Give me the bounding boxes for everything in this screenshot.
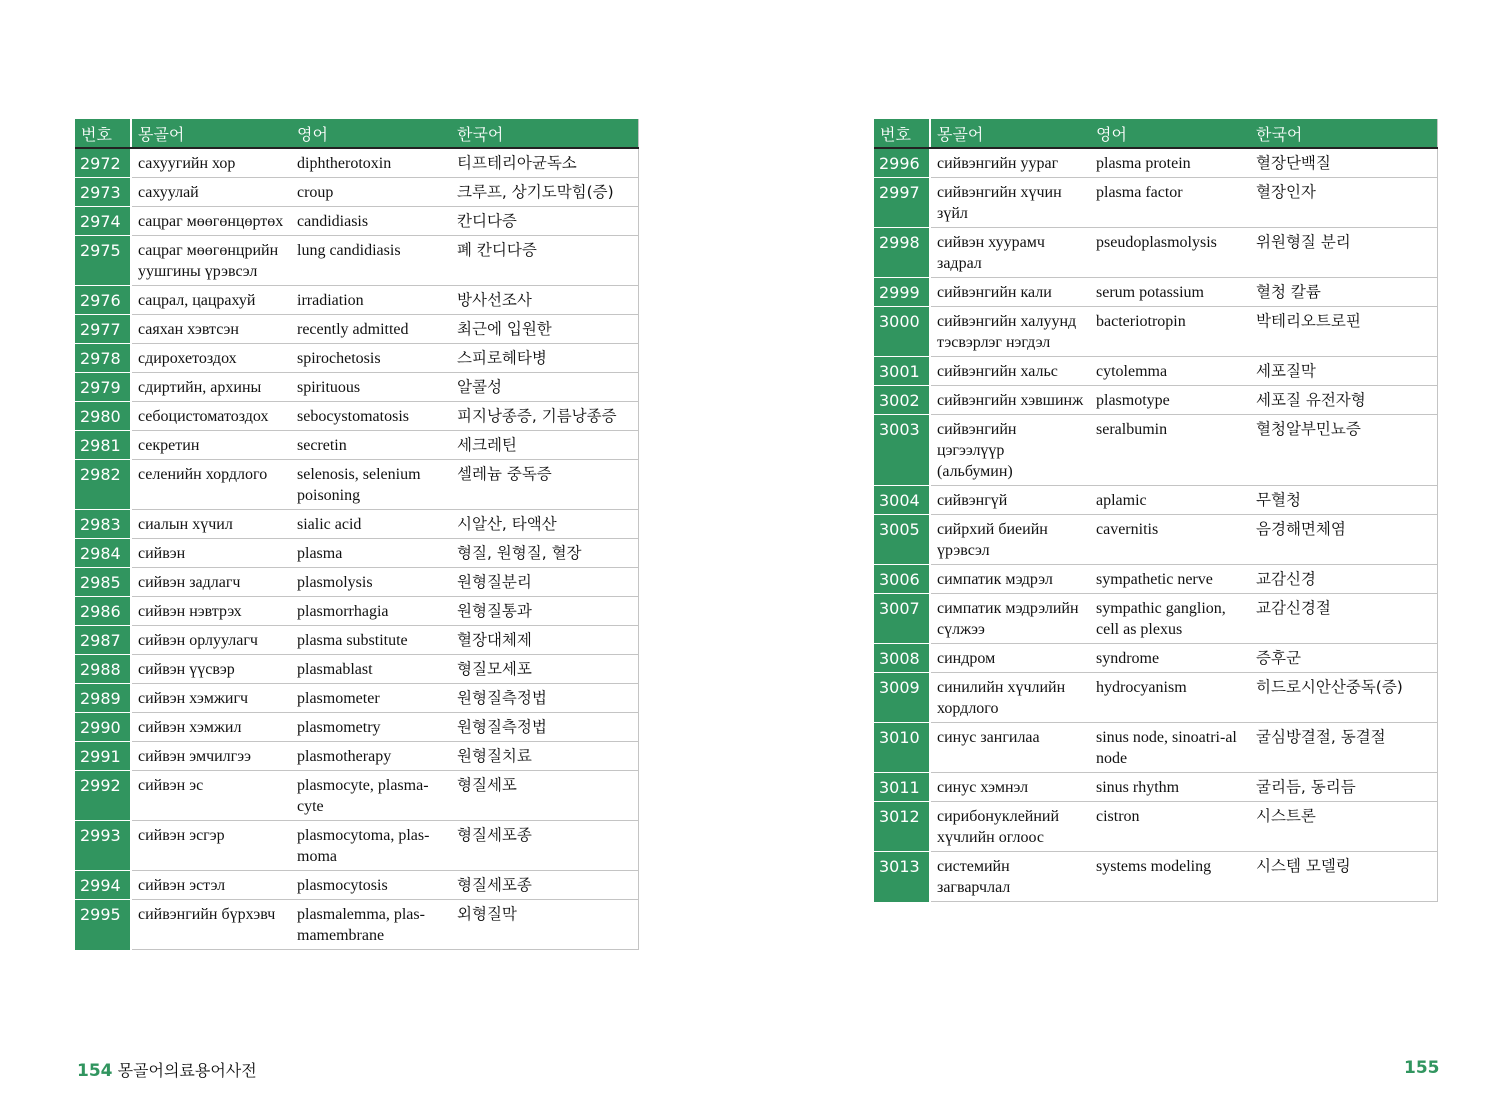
english-term: plasmolysis — [291, 568, 451, 597]
english-term: sinus rhythm — [1090, 773, 1250, 802]
korean-term: 혈장인자 — [1250, 178, 1437, 228]
table-row — [874, 515, 1437, 565]
entry-number: 3006 — [874, 565, 930, 594]
table-row — [874, 723, 1437, 773]
mongolian-term: сийвэнгүй — [930, 486, 1090, 515]
table-row — [75, 207, 638, 236]
table-row — [874, 148, 1437, 178]
entry-number: 2978 — [75, 344, 131, 373]
english-term: aplamic — [1090, 486, 1250, 515]
entry-number: 2980 — [75, 402, 131, 431]
mongolian-term: сахуугийн хор — [131, 148, 291, 178]
book-title: 몽골어의료용어사전 — [117, 1061, 257, 1080]
entry-number: 3012 — [874, 802, 930, 852]
english-term: serum potassium — [1090, 278, 1250, 307]
english-term: bacteriotropin — [1090, 307, 1250, 357]
korean-term: 굴리듬, 동리듬 — [1250, 773, 1437, 802]
korean-term: 최근에 입원한 — [451, 315, 638, 344]
korean-term: 원형질측정법 — [451, 713, 638, 742]
table-header-row — [75, 119, 638, 148]
mongolian-term: синус хэмнэл — [930, 773, 1090, 802]
mongolian-term: секретин — [131, 431, 291, 460]
table-row — [874, 307, 1437, 357]
entry-number: 2983 — [75, 510, 131, 539]
entry-number: 2989 — [75, 684, 131, 713]
english-term: plasmotherapy — [291, 742, 451, 771]
english-term: sympathic ganglion, cell as plexus — [1090, 594, 1250, 644]
table-row — [874, 386, 1437, 415]
mongolian-term: сдиртийн, архины — [131, 373, 291, 402]
english-term: plasmometer — [291, 684, 451, 713]
korean-term: 혈장단백질 — [1250, 148, 1437, 178]
table-row — [75, 402, 638, 431]
english-term: candidiasis — [291, 207, 451, 236]
mongolian-term: сийвэн хуурамч задрал — [930, 228, 1090, 278]
mongolian-term: сийвэнгийн халуунд тэсвэрлэг нэгдэл — [930, 307, 1090, 357]
entry-number: 3007 — [874, 594, 930, 644]
header-english: 영어 — [1090, 119, 1250, 148]
korean-term: 혈장대체제 — [451, 626, 638, 655]
korean-term: 티프테리아균독소 — [451, 148, 638, 178]
mongolian-term: сийвэн үүсвэр — [131, 655, 291, 684]
mongolian-term: сийвэнгийн бүрхэвч — [131, 900, 291, 950]
mongolian-term: системийн загварчлал — [930, 852, 1090, 902]
right-table-body — [874, 148, 1437, 902]
mongolian-term: сийвэн хэмжигч — [131, 684, 291, 713]
entry-number: 2990 — [75, 713, 131, 742]
mongolian-term: синдром — [930, 644, 1090, 673]
korean-term: 원형질통과 — [451, 597, 638, 626]
entry-number: 3004 — [874, 486, 930, 515]
header-number: 번호 — [874, 119, 930, 148]
mongolian-term: сацраг мөөгөнцрийн уушгины үрэвсэл — [131, 236, 291, 286]
korean-term: 방사선조사 — [451, 286, 638, 315]
korean-term: 알콜성 — [451, 373, 638, 402]
mongolian-term: сийвэн орлуулагч — [131, 626, 291, 655]
right-term-table — [874, 119, 1438, 902]
english-term: spirituous — [291, 373, 451, 402]
korean-term: 크루프, 상기도막힘(증) — [451, 178, 638, 207]
header-korean: 한국어 — [1250, 119, 1437, 148]
korean-term: 피지낭종증, 기름낭종증 — [451, 402, 638, 431]
table-row — [874, 357, 1437, 386]
english-term: cytolemma — [1090, 357, 1250, 386]
mongolian-term: сийвэн задлагч — [131, 568, 291, 597]
entry-number: 2976 — [75, 286, 131, 315]
table-row — [874, 852, 1437, 902]
korean-term: 형질모세포 — [451, 655, 638, 684]
korean-term: 형질, 원형질, 혈장 — [451, 539, 638, 568]
entry-number: 3011 — [874, 773, 930, 802]
mongolian-term: сийвэн нэвтрэх — [131, 597, 291, 626]
table-header-row — [874, 119, 1437, 148]
mongolian-term: сацрал, цацрахуй — [131, 286, 291, 315]
table-row — [75, 236, 638, 286]
mongolian-term: сийвэн — [131, 539, 291, 568]
table-row — [75, 771, 638, 821]
english-term: plasma protein — [1090, 148, 1250, 178]
table-row — [874, 644, 1437, 673]
table-row — [874, 486, 1437, 515]
korean-term: 세크레틴 — [451, 431, 638, 460]
entry-number: 2977 — [75, 315, 131, 344]
mongolian-term: селенийн хордлого — [131, 460, 291, 510]
korean-term: 굴심방결절, 동결절 — [1250, 723, 1437, 773]
mongolian-term: сирибонуклейний хүчлийн оглоос — [930, 802, 1090, 852]
mongolian-term: сацраг мөөгөнцөртөх — [131, 207, 291, 236]
korean-term: 셀레늄 중독증 — [451, 460, 638, 510]
table-row — [874, 773, 1437, 802]
english-term: secretin — [291, 431, 451, 460]
english-term: syndrome — [1090, 644, 1250, 673]
table-row — [75, 431, 638, 460]
footer-right — [1404, 1058, 1440, 1078]
mongolian-term: сиалын хүчил — [131, 510, 291, 539]
header-english: 영어 — [291, 119, 451, 148]
mongolian-term: сийвэнгийн хальс — [930, 357, 1090, 386]
mongolian-term: себоцистоматоздох — [131, 402, 291, 431]
table-row — [75, 510, 638, 539]
english-term: plasmalemma, plas-mamembrane — [291, 900, 451, 950]
korean-term: 음경해면체염 — [1250, 515, 1437, 565]
korean-term: 원형질측정법 — [451, 684, 638, 713]
mongolian-term: саяхан хэвтсэн — [131, 315, 291, 344]
left-term-table — [75, 119, 639, 950]
english-term: hydrocyanism — [1090, 673, 1250, 723]
english-term: plasmocytoma, plas-moma — [291, 821, 451, 871]
english-term: recently admitted — [291, 315, 451, 344]
english-term: croup — [291, 178, 451, 207]
mongolian-term: сийвэнгийн кали — [930, 278, 1090, 307]
page-number-left: 154 — [77, 1061, 113, 1081]
entry-number: 2994 — [75, 871, 131, 900]
entry-number: 3001 — [874, 357, 930, 386]
table-row — [75, 178, 638, 207]
table-row — [75, 344, 638, 373]
mongolian-term: сийвэнгийн хүчин зүйл — [930, 178, 1090, 228]
korean-term: 혈청 칼륨 — [1250, 278, 1437, 307]
table-row — [75, 568, 638, 597]
mongolian-term: сийвэн эс — [131, 771, 291, 821]
english-term: plasmorrhagia — [291, 597, 451, 626]
entry-number: 3008 — [874, 644, 930, 673]
english-term: systems modeling — [1090, 852, 1250, 902]
english-term: selenosis, selenium poisoning — [291, 460, 451, 510]
korean-term: 외형질막 — [451, 900, 638, 950]
table-row — [75, 713, 638, 742]
korean-term: 위원형질 분리 — [1250, 228, 1437, 278]
entry-number: 2981 — [75, 431, 131, 460]
table-row — [874, 565, 1437, 594]
entry-number: 3005 — [874, 515, 930, 565]
entry-number: 2997 — [874, 178, 930, 228]
table-row — [874, 673, 1437, 723]
entry-number: 2972 — [75, 148, 131, 178]
entry-number: 2986 — [75, 597, 131, 626]
entry-number: 2996 — [874, 148, 930, 178]
entry-number: 2987 — [75, 626, 131, 655]
table-row — [75, 315, 638, 344]
table-row — [75, 742, 638, 771]
table-row — [75, 539, 638, 568]
table-row — [874, 178, 1437, 228]
mongolian-term: сийвэн эмчилгээ — [131, 742, 291, 771]
english-term: plasmablast — [291, 655, 451, 684]
mongolian-term: сийвэнгийн цэгээлүүр (альбумин) — [930, 415, 1090, 486]
entry-number: 3010 — [874, 723, 930, 773]
table-row — [75, 597, 638, 626]
english-term: sebocystomatosis — [291, 402, 451, 431]
header-mongolian: 몽골어 — [131, 119, 291, 148]
mongolian-term: сийвэн эстэл — [131, 871, 291, 900]
english-term: diphtherotoxin — [291, 148, 451, 178]
page-number-right: 155 — [1404, 1058, 1440, 1078]
entry-number: 2998 — [874, 228, 930, 278]
mongolian-term: сдирохетоздох — [131, 344, 291, 373]
table-row — [874, 228, 1437, 278]
korean-term: 세포질 유전자형 — [1250, 386, 1437, 415]
table-row — [75, 871, 638, 900]
entry-number: 2991 — [75, 742, 131, 771]
korean-term: 히드로시안산중독(증) — [1250, 673, 1437, 723]
mongolian-term: сийвэн хэмжил — [131, 713, 291, 742]
korean-term: 칸디다증 — [451, 207, 638, 236]
table-row — [75, 626, 638, 655]
table-row — [75, 460, 638, 510]
header-mongolian: 몽골어 — [930, 119, 1090, 148]
korean-term: 형질세포종 — [451, 871, 638, 900]
entry-number: 2974 — [75, 207, 131, 236]
english-term: lung candidiasis — [291, 236, 451, 286]
mongolian-term: сийвэнгийн уураг — [930, 148, 1090, 178]
table-row — [874, 594, 1437, 644]
table-row — [75, 373, 638, 402]
english-term: plasmocytosis — [291, 871, 451, 900]
english-term: sialic acid — [291, 510, 451, 539]
mongolian-term: сийвэнгийн хэвшинж — [930, 386, 1090, 415]
entry-number: 2988 — [75, 655, 131, 684]
entry-number: 2979 — [75, 373, 131, 402]
entry-number: 2975 — [75, 236, 131, 286]
korean-term: 스피로헤타병 — [451, 344, 638, 373]
table-row — [75, 655, 638, 684]
korean-term: 교감신경 — [1250, 565, 1437, 594]
table-row — [874, 802, 1437, 852]
english-term: plasma factor — [1090, 178, 1250, 228]
english-term: cistron — [1090, 802, 1250, 852]
korean-term: 증후군 — [1250, 644, 1437, 673]
table-row — [874, 278, 1437, 307]
table-row — [75, 900, 638, 950]
entry-number: 3003 — [874, 415, 930, 486]
entry-number: 2999 — [874, 278, 930, 307]
footer-left — [77, 1058, 257, 1081]
korean-term: 원형질치료 — [451, 742, 638, 771]
korean-term: 혈청알부민뇨증 — [1250, 415, 1437, 486]
header-korean: 한국어 — [451, 119, 638, 148]
entry-number: 3013 — [874, 852, 930, 902]
korean-term: 시스템 모델링 — [1250, 852, 1437, 902]
table-row — [75, 286, 638, 315]
table-row — [75, 821, 638, 871]
korean-term: 형질세포 — [451, 771, 638, 821]
english-term: plasmocyte, plasma-cyte — [291, 771, 451, 821]
korean-term: 시스트론 — [1250, 802, 1437, 852]
entry-number: 2982 — [75, 460, 131, 510]
header-number: 번호 — [75, 119, 131, 148]
mongolian-term: сахуулай — [131, 178, 291, 207]
entry-number: 2973 — [75, 178, 131, 207]
english-term: pseudoplasmolysis — [1090, 228, 1250, 278]
entry-number: 3002 — [874, 386, 930, 415]
mongolian-term: симпатик мэдрэл — [930, 565, 1090, 594]
korean-term: 교감신경절 — [1250, 594, 1437, 644]
english-term: plasmotype — [1090, 386, 1250, 415]
korean-term: 형질세포종 — [451, 821, 638, 871]
table-row — [75, 148, 638, 178]
english-term: irradiation — [291, 286, 451, 315]
mongolian-term: симпатик мэдрэлийн сүлжээ — [930, 594, 1090, 644]
entry-number: 2984 — [75, 539, 131, 568]
korean-term: 무혈청 — [1250, 486, 1437, 515]
left-table-body — [75, 148, 638, 950]
english-term: seralbumin — [1090, 415, 1250, 486]
table-row — [75, 684, 638, 713]
korean-term: 원형질분리 — [451, 568, 638, 597]
korean-term: 시알산, 타액산 — [451, 510, 638, 539]
mongolian-term: синус зангилаа — [930, 723, 1090, 773]
mongolian-term: сийвэн эсгэр — [131, 821, 291, 871]
table-row — [874, 415, 1437, 486]
entry-number: 2985 — [75, 568, 131, 597]
entry-number: 2992 — [75, 771, 131, 821]
entry-number: 3009 — [874, 673, 930, 723]
english-term: sympathetic nerve — [1090, 565, 1250, 594]
english-term: spirochetosis — [291, 344, 451, 373]
english-term: plasma — [291, 539, 451, 568]
entry-number: 2995 — [75, 900, 131, 950]
entry-number: 2993 — [75, 821, 131, 871]
korean-term: 세포질막 — [1250, 357, 1437, 386]
korean-term: 폐 칸디다증 — [451, 236, 638, 286]
entry-number: 3000 — [874, 307, 930, 357]
mongolian-term: синилийн хүчлийн хордлого — [930, 673, 1090, 723]
korean-term: 박테리오트로핀 — [1250, 307, 1437, 357]
english-term: plasmometry — [291, 713, 451, 742]
english-term: sinus node, sinoatri-al node — [1090, 723, 1250, 773]
english-term: cavernitis — [1090, 515, 1250, 565]
english-term: plasma substitute — [291, 626, 451, 655]
mongolian-term: сийрхий биеийн үрэвсэл — [930, 515, 1090, 565]
